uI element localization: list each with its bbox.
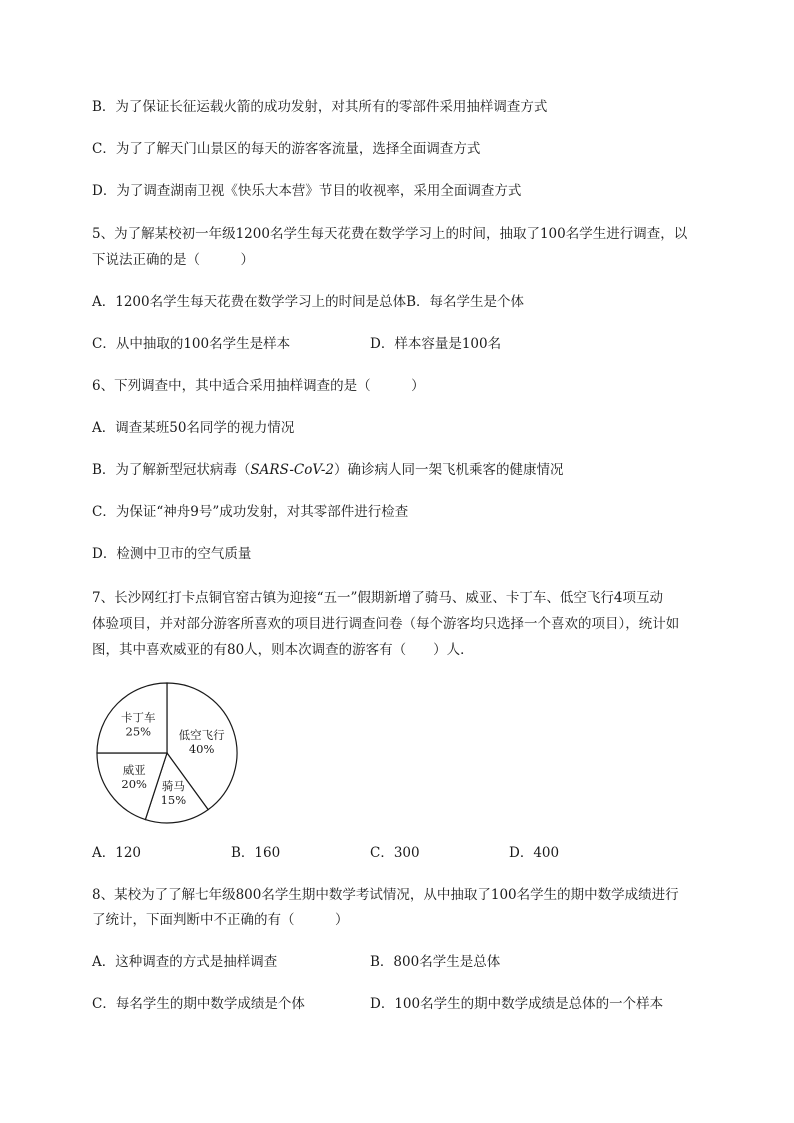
q6-stem: 6、下列调查中，其中适合采用抽样调查的是（ ） <box>92 378 425 394</box>
q5-option-d: D．样本容量是100名 <box>370 336 502 352</box>
q6-virus-name: SARS-CoV-2 <box>250 462 335 478</box>
q5-option-ab: A．1200名学生每天花费在数学学习上的时间是总体B．每名学生是个体 <box>92 294 525 310</box>
pie-label-2: 骑马 <box>161 779 185 794</box>
q8-option-a: A．这种调查的方式是抽样调查 <box>92 954 278 970</box>
q8-stem-line2: 了统计，下面判断中不正确的有（ ） <box>92 912 349 928</box>
q8-option-c: C．每名学生的期中数学成绩是个体 <box>92 996 305 1012</box>
q8-option-b: B．800名学生是总体 <box>370 954 501 970</box>
q7-pie-chart <box>92 678 242 828</box>
q7-option-a: A．120 <box>92 845 142 861</box>
q5-stem-line1: 5、为了解某校初一年级1200名学生每天花费在数学学习上的时间，抽取了100名学生进行调查，以 <box>92 226 688 242</box>
q7-stem-line3: 图，其中喜欢威亚的有80人，则本次调查的游客有（ ）人． <box>92 642 474 658</box>
q6-option-c: C．为保证“神舟9号”成功发射，对其零部件进行检查 <box>92 504 409 520</box>
q6-option-b-post: ）确诊病人同一架飞机乘客的健康情况 <box>334 462 564 478</box>
q7-stem-line2: 体验项目，并对部分游客所喜欢的项目进行调查问卷（每个游客均只选择一个喜欢的项目），统计如 <box>92 616 680 632</box>
q8-option-d: D．100名学生的期中数学成绩是总体的一个样本 <box>370 996 664 1012</box>
pie-value-3: 20% <box>121 776 147 791</box>
q6-option-a: A．调查某班50名同学的视力情况 <box>92 420 295 436</box>
pie-label-3: 威亚 <box>122 762 146 777</box>
pie-label-1: 低空飞行 <box>178 727 225 742</box>
q6-option-d: D．检测中卫市的空气质量 <box>92 546 252 562</box>
q4-option-c: C．为了了解天门山景区的每天的游客客流量，选择全面调查方式 <box>92 141 481 157</box>
q6-option-b <box>92 460 564 480</box>
pie-value-4: 25% <box>125 724 152 739</box>
pie-label-4: 卡丁车 <box>121 710 156 725</box>
pie-value-2: 15% <box>160 793 187 808</box>
q5-stem-line2: 下说法正确的是（ ） <box>92 252 254 268</box>
q7-option-b: B．160 <box>231 845 281 861</box>
q4-option-b: B．为了保证长征运载火箭的成功发射，对其所有的零部件采用抽样调查方式 <box>92 99 548 115</box>
q4-option-d: D．为了调查湖南卫视《快乐大本营》节目的收视率，采用全面调查方式 <box>92 183 522 199</box>
q7-option-c: C．300 <box>370 845 420 861</box>
q6-option-b-pre: B．为了解新型冠状病毒（ <box>92 462 251 478</box>
q7-stem-line1: 7、长沙网红打卡点铜官窑古镇为迎接“五一”假期新增了骑马、威亚、卡丁车、低空飞行4项互动 <box>92 590 663 606</box>
q8-stem-line1: 8、某校为了了解七年级800名学生期中数学考试情况，从中抽取了100名学生的期中数学成绩进行 <box>92 887 679 903</box>
q5-option-c: C．从中抽取的100名学生是样本 <box>92 336 291 352</box>
q7-option-d: D．400 <box>509 845 560 861</box>
pie-value-1: 40% <box>188 741 215 756</box>
